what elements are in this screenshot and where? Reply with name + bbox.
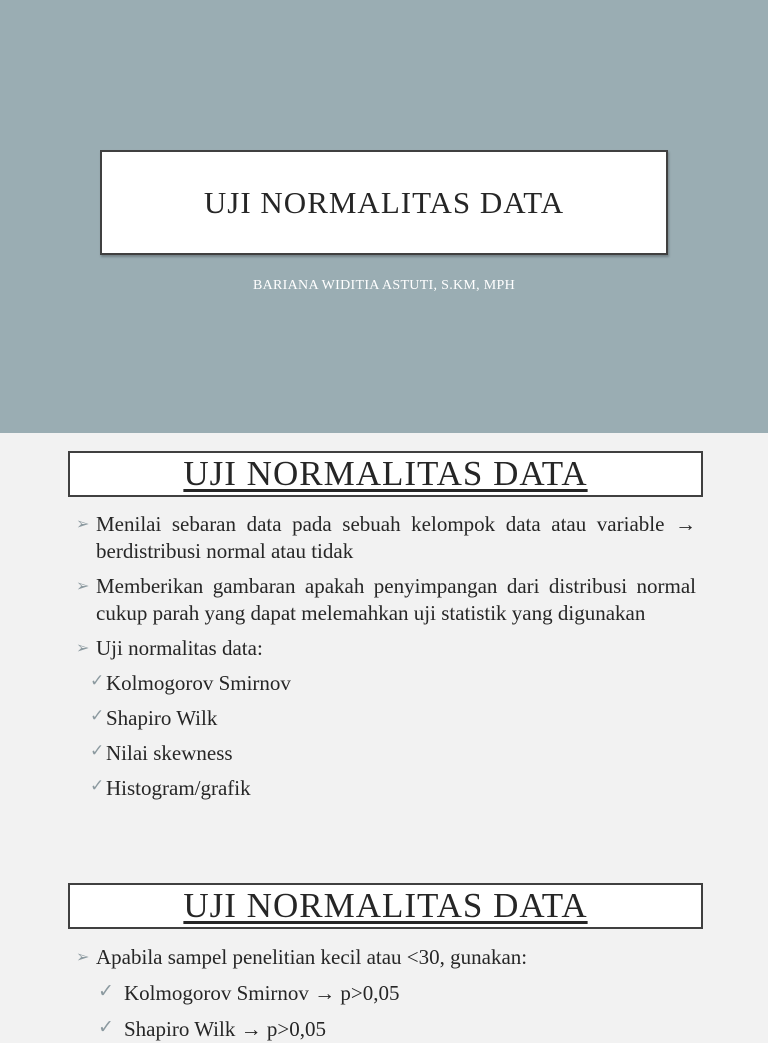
slide-heading: UJI NORMALITAS DATA — [183, 886, 588, 925]
arrowhead-icon: ➢ — [76, 516, 90, 533]
bullet-item — [76, 635, 696, 662]
sub-item-text: Histogram/grafik — [106, 776, 251, 800]
slide-heading: UJI NORMALITAS DATA — [183, 454, 588, 493]
arrowhead-icon: ➢ — [76, 949, 90, 966]
bullet-list — [76, 511, 696, 802]
sub-item-text: Nilai skewness — [106, 741, 233, 765]
content-slide-1 — [0, 433, 768, 868]
checkmark-icon: ✓ — [90, 671, 105, 690]
sub-item — [76, 980, 696, 1007]
sub-item — [76, 670, 696, 697]
bullet-list — [76, 944, 696, 1043]
content-slide-2 — [0, 868, 768, 1041]
sub-item — [76, 1016, 696, 1043]
checkmark-icon: ✓ — [90, 776, 105, 795]
arrowhead-icon: ➢ — [76, 640, 90, 657]
bullet-item — [76, 944, 696, 971]
checkmark-icon: ✓ — [98, 1017, 114, 1038]
heading-box — [68, 883, 703, 929]
bullet-item — [76, 573, 696, 627]
sub-item — [76, 740, 696, 767]
sub-item-text: Shapiro Wilk — [106, 706, 218, 730]
bullet-text: Memberikan gambaran apakah penyimpangan dari distribusi normal cukup parah yang dapat melemahkan uji statistik yang digunakan — [96, 574, 696, 625]
sub-item-text: Kolmogorov Smirnov — [106, 671, 291, 695]
author-name: BARIANA WIDITIA ASTUTI, S.KM, MPH — [252, 278, 516, 293]
bullet-text: Uji normalitas data: — [96, 636, 263, 660]
sub-item — [76, 705, 696, 732]
arrowhead-icon: ➢ — [76, 578, 90, 595]
checkmark-icon: ✓ — [90, 741, 105, 760]
checkmark-icon: ✓ — [90, 706, 105, 725]
heading-box — [68, 451, 703, 497]
title-slide — [0, 0, 768, 433]
sub-item-text: Shapiro Wilk → p>0,05 — [124, 1017, 326, 1041]
bullet-text: Menilai sebaran data pada sebuah kelompok data atau variable → berdistribusi normal atau tidak — [96, 512, 696, 563]
bullet-item — [76, 511, 696, 565]
sub-item — [76, 775, 696, 802]
title-box — [100, 150, 668, 255]
checkmark-icon: ✓ — [98, 981, 114, 1002]
sub-item-text: Kolmogorov Smirnov → p>0,05 — [124, 981, 400, 1005]
bullet-text: Apabila sampel penelitian kecil atau <30, gunakan: — [96, 945, 528, 969]
slide-title: UJI NORMALITAS DATA — [203, 184, 565, 220]
